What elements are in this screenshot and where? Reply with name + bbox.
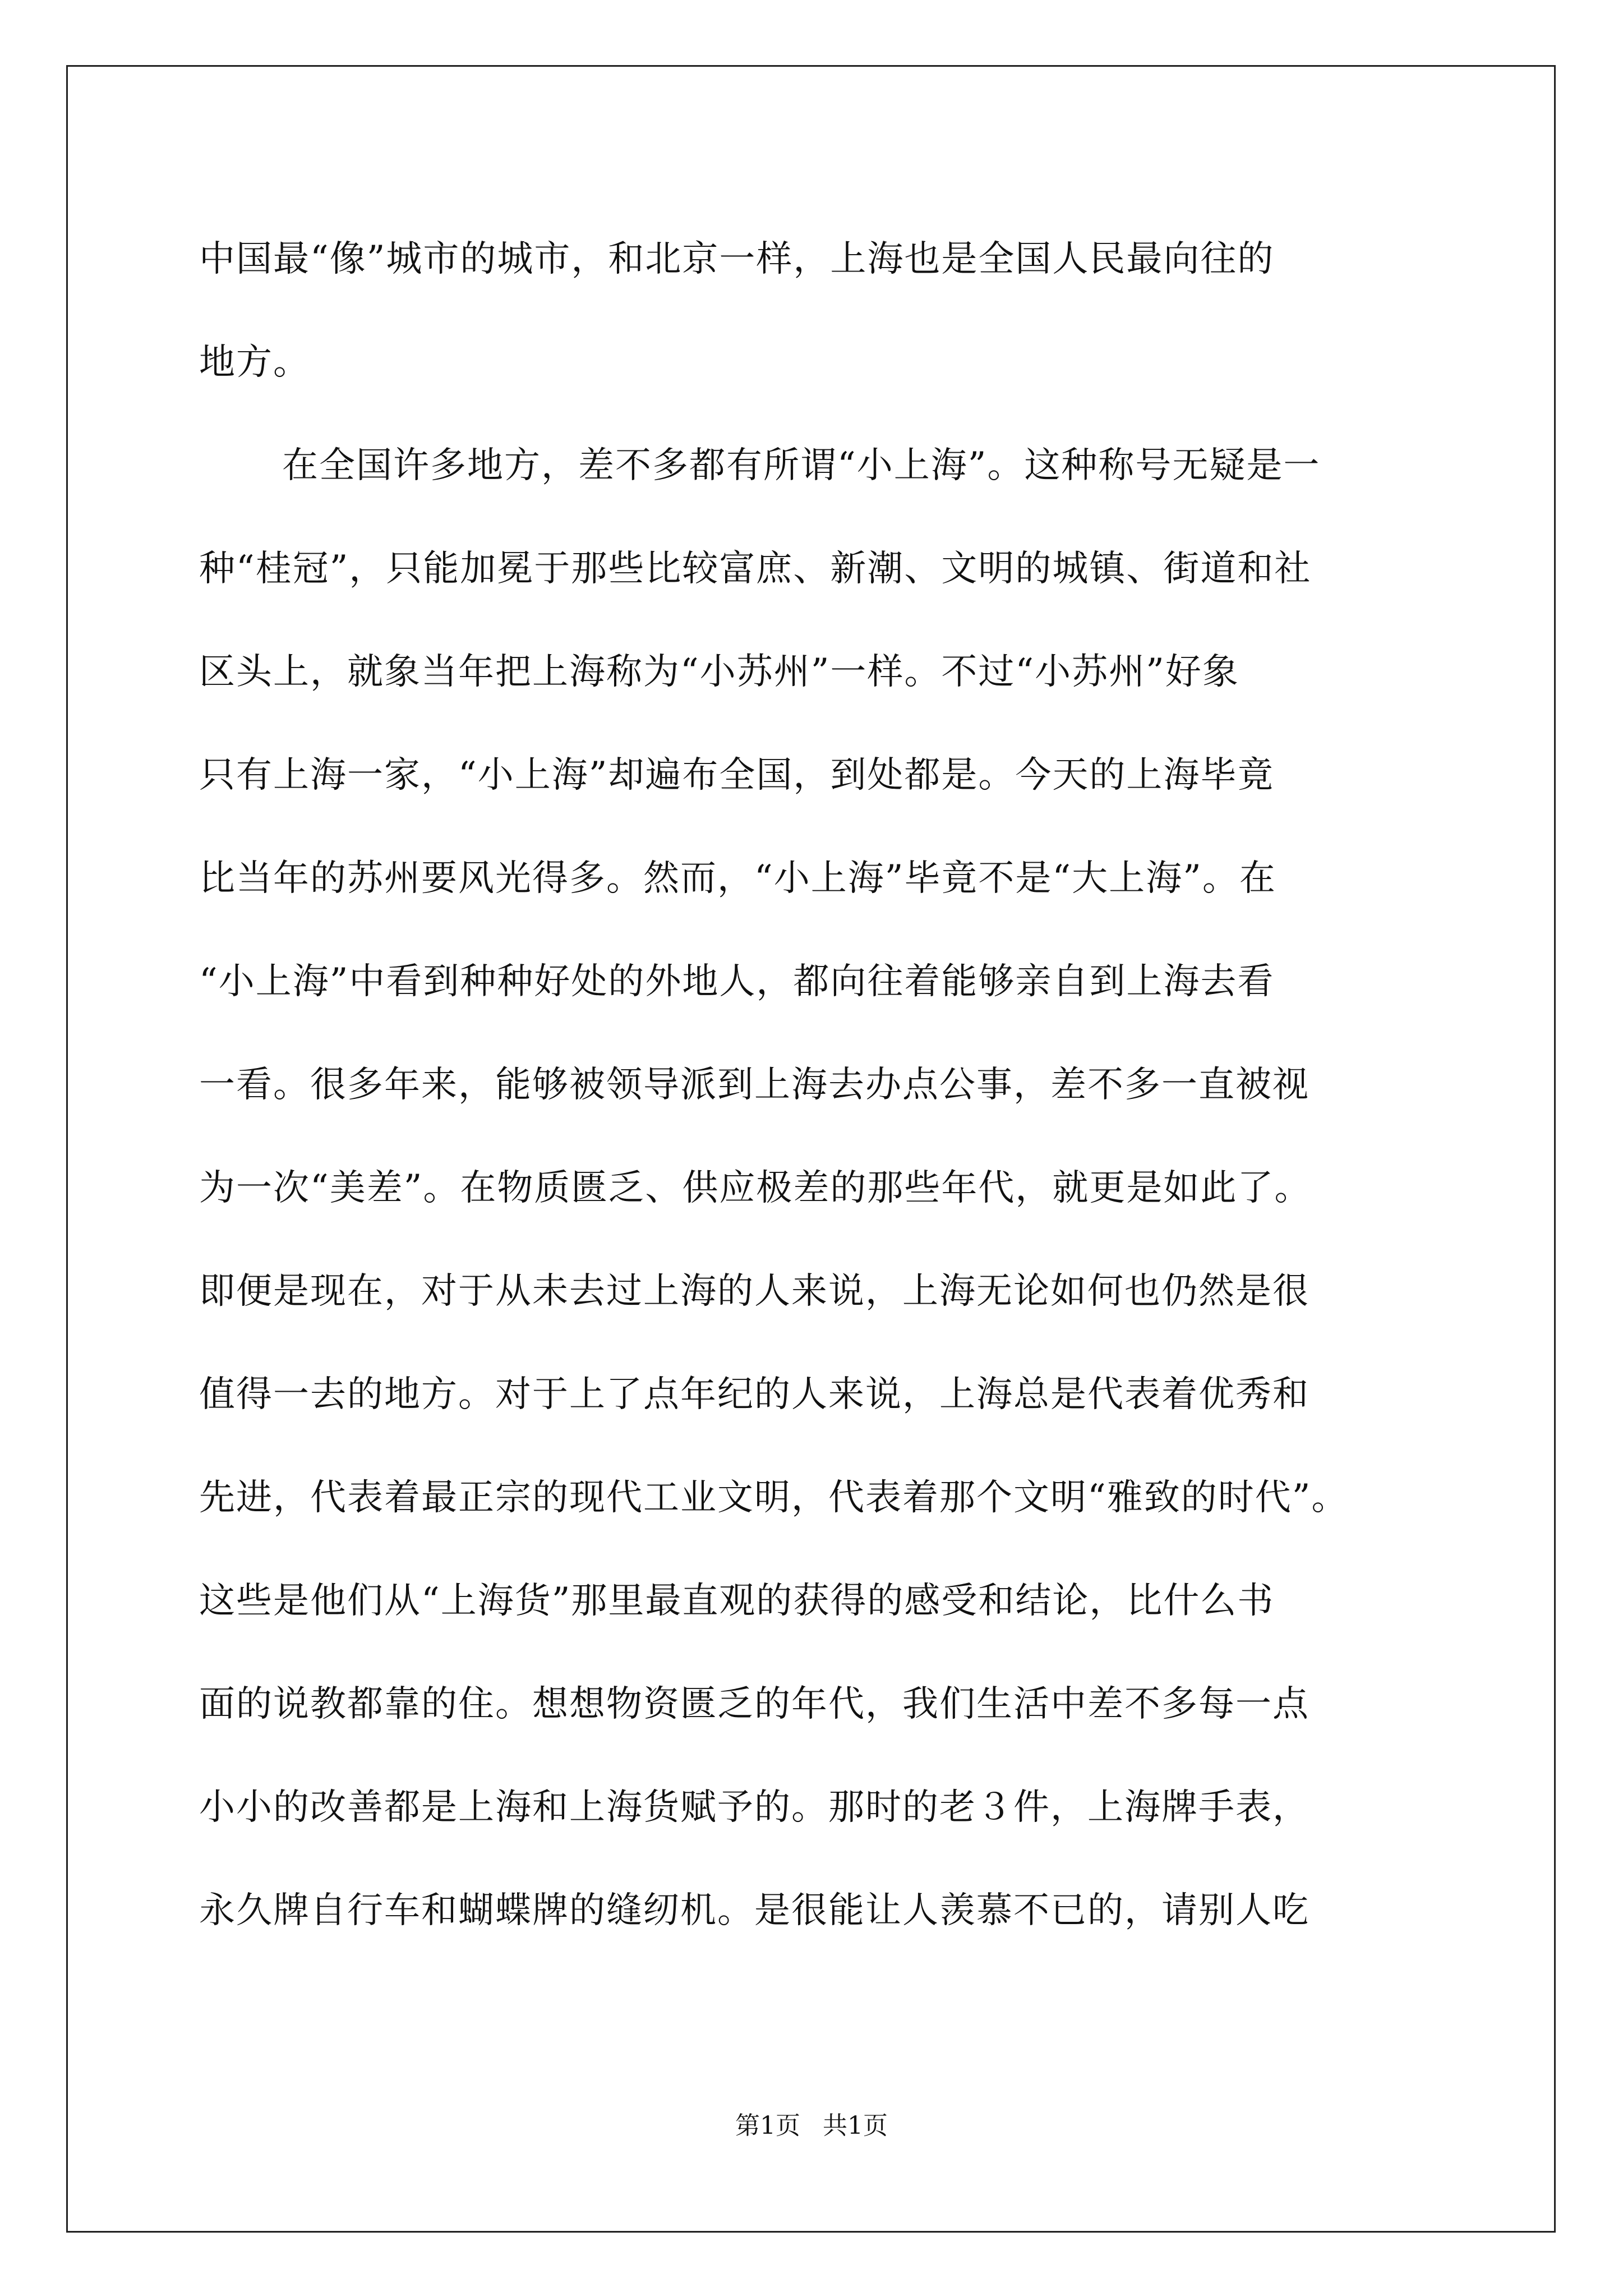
text-line: 值得一去的地方。对于上了点年纪的人来说，上海总是代表着优秀和 [199, 1374, 1310, 1415]
page-total: 共1页 [823, 2111, 888, 2140]
text-line: 先进，代表着最正宗的现代工业文明，代表着那个文明“雅致的时代”。 [199, 1477, 1349, 1519]
text-line: 永久牌自行车和蝴蝶牌的缝纫机。是很能让人羡慕不已的，请别人吃 [199, 1890, 1310, 1931]
text-line: 即便是现在，对于从未去过上海的人来说，上海无论如何也仍然是很 [199, 1271, 1310, 1312]
page-footer [0, 2109, 1623, 2143]
text-line: 小小的改善都是上海和上海货赋予的。那时的老３件，上海牌手表， [199, 1787, 1310, 1828]
text-line: “小上海”中看到种种好处的外地人，都向往着能够亲自到上海去看 [199, 961, 1275, 1002]
text-line: 区头上，就象当年把上海称为“小苏州”一样。不过“小苏州”好象 [199, 651, 1239, 693]
text-line: 中国最“像”城市的城市，和北京一样，上海也是全国人民最向往的 [199, 238, 1275, 280]
text-line: 种“桂冠”，只能加冕于那些比较富庶、新潮、文明的城镇、街道和社 [199, 548, 1312, 590]
text-line: 地方。 [199, 342, 310, 383]
text-line: 只有上海一家，“小上海”却遍布全国，到处都是。今天的上海毕竟 [199, 754, 1275, 796]
document-body [199, 208, 1438, 1962]
page-number: 第1页 [735, 2111, 800, 2140]
text-line: 在全国许多地方，差不多都有所谓“小上海”。这种称号无疑是一 [282, 445, 1321, 486]
text-line: 这些是他们从“上海货”那里最直观的获得的感受和结论，比什么书 [199, 1580, 1275, 1622]
text-line: 为一次“美差”。在物质匮乏、供应极差的那些年代，就更是如此了。 [199, 1167, 1312, 1209]
text-line: 比当年的苏州要风光得多。然而，“小上海”毕竟不是“大上海”。在 [199, 858, 1276, 899]
text-line: 一看。很多年来，能够被领导派到上海去办点公事，差不多一直被视 [199, 1064, 1310, 1106]
text-line: 面的说教都靠的住。想想物资匮乏的年代，我们生活中差不多每一点 [199, 1683, 1310, 1725]
